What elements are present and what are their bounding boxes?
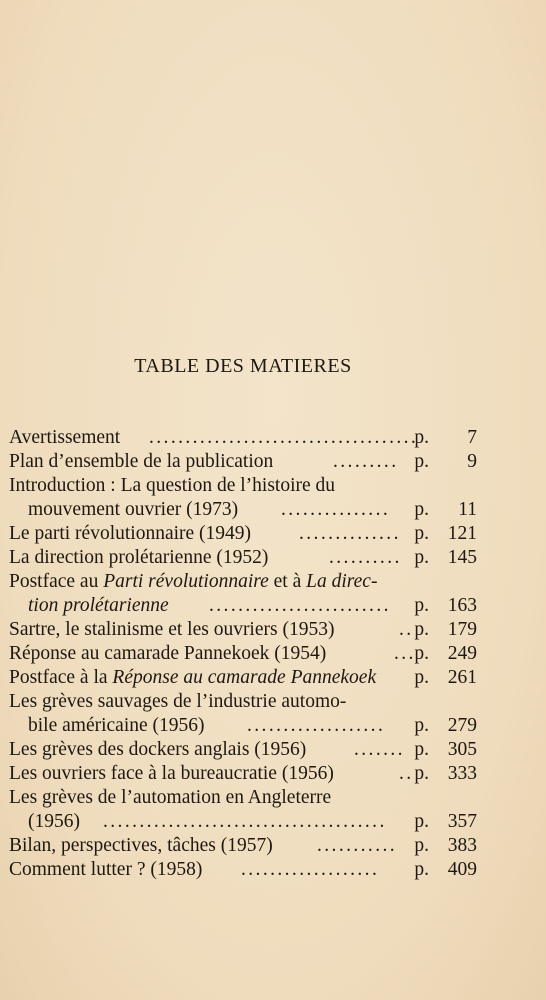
toc-entry-title-cont <box>9 594 169 618</box>
italic-title: Réponse au camarade Pannekoek <box>112 667 377 688</box>
toc-entry-title: Le parti révolutionnaire (1949) <box>9 523 252 544</box>
toc-entry-postface-line1 <box>9 570 479 594</box>
leader-dots: ....... <box>354 739 405 760</box>
leader-dots: ......... <box>333 451 399 472</box>
toc-entry-title: Les grèves sauvages de l’industrie automo- <box>9 691 347 712</box>
toc-entry-title: Postface au Parti révolutionnaire et à La direc- <box>9 571 378 592</box>
toc-entry-title-cont: mouvement ouvrier (1973) <box>28 499 239 520</box>
toc-entry-title: Avertissement <box>9 427 121 448</box>
page-prefix: p. <box>414 763 429 784</box>
page-prefix: p. <box>414 835 429 856</box>
page-prefix: p. <box>414 643 429 664</box>
leader-dots: ........... <box>317 835 398 856</box>
page-number: 305 <box>447 739 477 760</box>
toc-entry-dockers <box>9 738 479 762</box>
toc-entry-greves-auto-line1 <box>9 690 479 714</box>
leader-dots: .. <box>399 763 414 784</box>
toc-entry-title: Les grèves des dockers anglais (1956) <box>9 739 307 760</box>
toc-entry-parti <box>9 522 479 546</box>
toc-entry-title: Plan d’ensemble de la publication <box>9 451 274 472</box>
italic-title: La direc- <box>306 571 378 592</box>
page-prefix: p. <box>414 667 429 688</box>
toc-entry-title: La direction prolétarienne (1952) <box>9 547 269 568</box>
page-prefix: p. <box>414 859 429 880</box>
toc-heading: TABLE DES MATIERES <box>134 355 352 377</box>
toc-entry-title: Réponse au camarade Pannekoek (1954) <box>9 643 327 664</box>
page-number: 179 <box>447 619 477 640</box>
toc-entry-sartre <box>9 618 479 642</box>
toc-entry-bilan <box>9 834 479 858</box>
leader-dots: .............. <box>299 523 401 544</box>
toc-entry-title: Les grèves de l’automation en Angleterre <box>9 787 332 808</box>
toc-entry-greves-auto-line2 <box>9 714 479 738</box>
page-number: 145 <box>447 547 477 568</box>
toc-entry-title-cont: (1956) <box>28 811 80 832</box>
page-number: 357 <box>447 811 477 832</box>
page-prefix: p. <box>414 739 429 760</box>
page-prefix: p. <box>414 499 429 520</box>
toc-entry-introduction-line2 <box>9 498 479 522</box>
toc-entry-postface-reponse <box>9 666 479 690</box>
italic-title: Parti révolutionnaire <box>103 571 269 592</box>
leader-dots: ................... <box>247 715 386 736</box>
toc-entry-title-cont: bile américaine (1956) <box>28 715 205 736</box>
toc-entry-title: Bilan, perspectives, tâches (1957) <box>9 835 273 856</box>
toc-entry-postface-line2 <box>9 594 479 618</box>
page-number: 7 <box>467 427 477 448</box>
toc-entry-lutter <box>9 858 479 882</box>
italic-title: tion prolétarienne <box>28 595 169 616</box>
page-prefix: p. <box>414 595 429 616</box>
page-prefix: p. <box>414 547 429 568</box>
leader-dots: ... <box>394 643 416 664</box>
toc-entry-automation-line1 <box>9 786 479 810</box>
page-prefix: p. <box>414 523 429 544</box>
page-prefix: p. <box>414 451 429 472</box>
leader-dots: .......... <box>329 547 402 568</box>
page-number: 163 <box>447 595 477 616</box>
toc-entry-pannekoek <box>9 642 479 666</box>
toc-entry-plan <box>9 450 479 474</box>
page-number: 279 <box>447 715 477 736</box>
toc-entry-direction <box>9 546 479 570</box>
toc-entry-bureaucratie <box>9 762 479 786</box>
page-number: 9 <box>467 451 477 472</box>
page-number: 383 <box>447 835 477 856</box>
toc-entry-title: Introduction : La question de l’histoire du <box>9 475 336 496</box>
page-prefix: p. <box>414 427 429 448</box>
leader-dots: ....................................... <box>103 811 387 832</box>
toc-entry-introduction-line1 <box>9 474 479 498</box>
page-prefix: p. <box>414 619 429 640</box>
page-number: 333 <box>447 763 477 784</box>
toc-entry-title: Les ouvriers face à la bureaucratie (1956) <box>9 763 334 784</box>
toc-entry-automation-line2 <box>9 810 479 834</box>
leader-dots: ......................... <box>209 595 391 616</box>
page-number: 409 <box>447 859 477 880</box>
page-number: 261 <box>447 667 477 688</box>
leader-dots: ................... <box>241 859 380 880</box>
table-of-contents <box>9 426 479 882</box>
page-number: 249 <box>447 643 477 664</box>
page-number: 11 <box>458 499 477 520</box>
leader-dots: ............... <box>281 499 391 520</box>
page-number: 121 <box>447 523 477 544</box>
toc-entry-title: Comment lutter ? (1958) <box>9 859 203 880</box>
toc-entry-title: Sartre, le stalinisme et les ouvriers (1953) <box>9 619 335 640</box>
page-prefix: p. <box>414 715 429 736</box>
leader-dots: ..................................... <box>149 427 419 448</box>
page-prefix: p. <box>414 811 429 832</box>
leader-dots: .. <box>399 619 414 640</box>
toc-entry-title: Postface à la Réponse au camarade Pannekoek <box>9 667 377 688</box>
toc-entry-avertissement <box>9 426 479 450</box>
